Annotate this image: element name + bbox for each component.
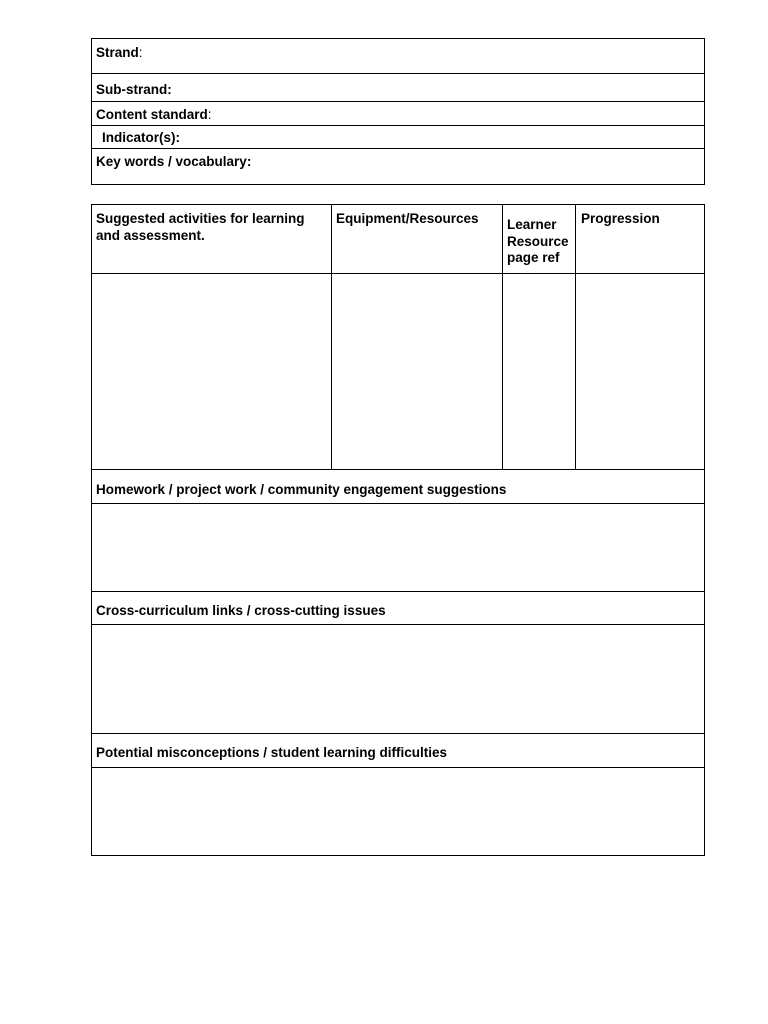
- keywords-field: [96, 154, 251, 169]
- cross-curriculum-label: Cross-curriculum links / cross-cutting issues: [96, 603, 386, 618]
- activities-cell[interactable]: [92, 274, 331, 469]
- strand-label: Strand: [96, 45, 139, 60]
- column-header-progression: Progression: [581, 211, 660, 226]
- substrand-label: Sub-strand: [96, 82, 168, 97]
- learner-resource-cell[interactable]: [503, 274, 575, 469]
- keywords-label: Key words / vocabulary: [96, 154, 247, 169]
- keywords-colon: :: [246, 154, 252, 169]
- strand-field: [96, 45, 143, 60]
- row-divider: [92, 469, 704, 470]
- substrand-colon: :: [167, 82, 172, 97]
- homework-cell[interactable]: [92, 504, 704, 591]
- cross-curriculum-cell[interactable]: [92, 625, 704, 733]
- content-standard-colon: :: [207, 107, 212, 122]
- indicators-field: [102, 130, 180, 145]
- row-divider: [92, 591, 704, 592]
- homework-label: Homework / project work / community engagement suggestions: [96, 482, 507, 497]
- indicators-colon: :: [175, 130, 181, 145]
- progression-cell[interactable]: [576, 274, 704, 469]
- substrand-row: [92, 73, 704, 101]
- lesson-header-table: [91, 38, 705, 185]
- content-standard-field: [96, 107, 212, 122]
- misconceptions-cell[interactable]: [92, 768, 704, 855]
- keywords-row: [92, 148, 704, 185]
- equipment-cell[interactable]: [332, 274, 502, 469]
- substrand-field: [96, 82, 172, 97]
- indicators-label: Indicator(s): [102, 130, 176, 145]
- column-header-activities: Suggested activities for learning and assessment.: [96, 211, 305, 243]
- column-header-learner-resource: Learner Resource page ref: [507, 217, 569, 265]
- row-divider: [92, 733, 704, 734]
- column-header-equipment: Equipment/Resources: [336, 211, 479, 226]
- content-standard-label: Content standard: [96, 107, 208, 122]
- indicators-row: [92, 125, 704, 148]
- lesson-plan-table: [91, 204, 705, 856]
- strand-colon: :: [138, 45, 143, 60]
- strand-row: [92, 39, 704, 73]
- content-standard-row: [92, 101, 704, 125]
- misconceptions-label: Potential misconceptions / student learning difficulties: [96, 745, 448, 760]
